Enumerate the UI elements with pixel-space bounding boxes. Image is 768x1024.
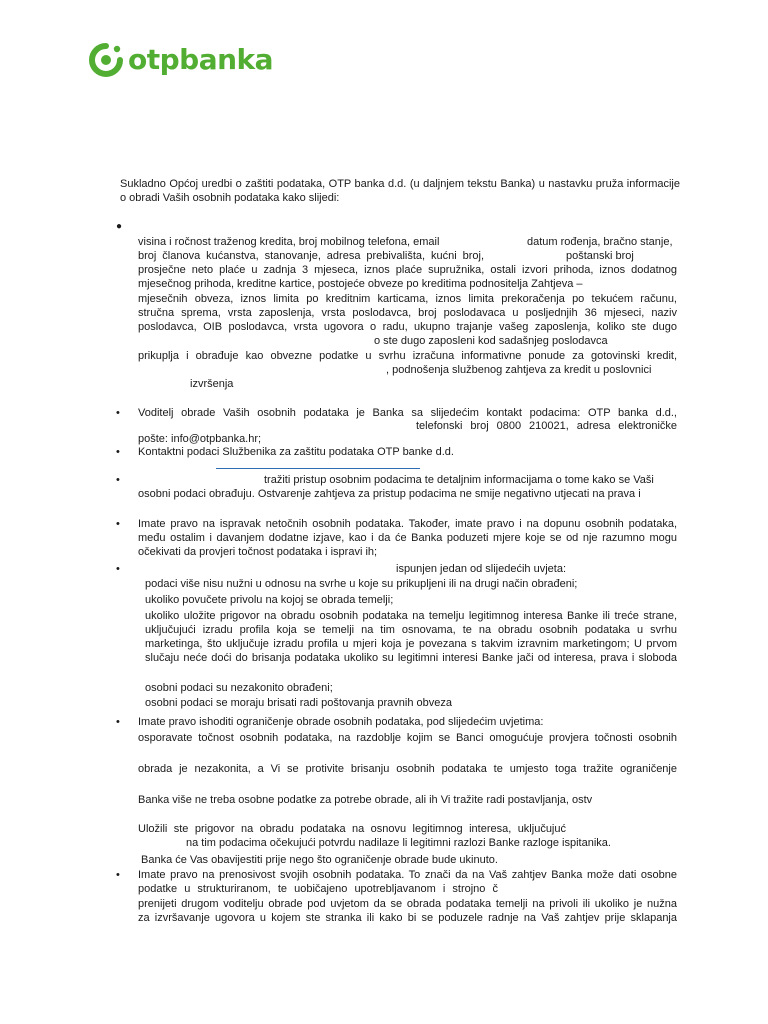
intro-line-2: o obradi Vaših osobnih podataka kako slijedi:	[120, 192, 340, 204]
s2-line-1: Voditelj obrade Vaših osobnih podataka je Banka sa slijedećim kontakt podacima: OTP banka d.d.,	[138, 407, 677, 419]
s2-line-3: pošte: info@otpbanka.hr;	[138, 433, 262, 445]
s1-line-7: poslodavca, OIB poslodavca, vrsta ugovora o radu, ukupno trajanje vašeg zaposlenja, koliko ste dugo	[138, 321, 677, 333]
s1-line-6: stručna sprema, vrsta zaposlenja, vrsta poslodavca, broj poslodavaca u posljednjih 36 mjeseci, naziv	[138, 307, 677, 319]
s4-line-1: tražiti pristup osobnim podacima te detaljnim informacijama o tome kako se Vaši	[264, 474, 654, 486]
link-underline	[216, 468, 420, 469]
s6-item-5: osobni podaci se moraju brisati radi poštovanja pravnih obveza	[145, 697, 452, 709]
s1-line-2b: poštanski broj	[566, 250, 634, 262]
otp-banka-logo	[88, 40, 278, 80]
s8-line-4: za izvršavanje ugovora u kojem ste stranka ili kako bi se poduzele radnje na Vaš zahtjev prije sklapanja	[138, 912, 677, 924]
logo-wordmark: otpbanka	[128, 43, 274, 76]
s6-line-1: ispunjen jedan od slijedećih uvjeta:	[396, 563, 567, 575]
s5-line-2: među ostalim i davanjem dodatne izjave, kao i da će Banka poduzeti mjere koje se od nje razumno mogu	[138, 532, 677, 544]
s4-line-2: osobni podaci obrađuju. Ostvarenje zahtjeva za pristup podacima ne smije negativno utjecati na prava i	[138, 488, 641, 500]
s3-line: Kontaktni podaci Službenika za zaštitu podataka OTP banke d.d.	[138, 446, 454, 458]
intro-line-1: Sukladno Općoj uredbi o zaštiti podataka, OTP banka d.d. (u daljnjem tekstu Banka) u nastavku pruža informacije	[120, 178, 680, 190]
bullet-marker: •	[116, 869, 120, 881]
bullet-marker: •	[116, 474, 120, 486]
s1-line-4: mjesečnog prihoda, kreditne kartice, postojeće obveze po kreditima podnositelja Zahtjeva –	[138, 278, 583, 290]
s1-line-11: izvršenja	[190, 378, 234, 390]
s7-item-1: osporavate točnost osobnih podataka, na razdoblje kojim se Banci omogućuje provjera točnosti osobnih	[138, 732, 677, 744]
s6-item-3d: slučaju neće doći do brisanja podataka ukoliko su legitimni interesi Banke jači od interesa, prava i sloboda	[145, 652, 677, 664]
s5-line-3: očekivati da provjeri točnost podataka i ispravi ih;	[138, 546, 378, 558]
s1-line-10: , podnošenja službenog zahtjeva za kredit u poslovnici	[386, 364, 652, 376]
bullet-marker: •	[116, 518, 120, 530]
bullet-marker: •	[116, 446, 120, 458]
s7-line-last: Banka će Vas obavijestiti prije nego što ograničenje obrade bude ukinuto.	[141, 854, 498, 866]
s2-line-2: telefonski broj 0800 210021, adresa elektroničke	[416, 420, 677, 432]
bullet-marker: •	[116, 563, 120, 575]
s6-item-2: ukoliko povučete privolu na kojoj se obrada temelji;	[145, 594, 394, 606]
s1-line-3: prosječne neto plaće u zadnja 3 mjeseca, iznos plaće supružnika, ostali izvori prihoda, iznos dodatnog	[138, 264, 677, 276]
bullet-marker: •	[116, 407, 120, 419]
s1-line-1b: datum rođenja, bračno stanje,	[527, 236, 673, 248]
s7-item-4b: na tim podacima očekujući potvrdu nadilaze li legitimni razlozi Banke razloge ispitanika.	[186, 837, 611, 849]
s1-line-2a: broj članova kućanstva, stanovanje, adresa prebivališta, kućni broj,	[138, 250, 484, 262]
s8-line-3: prenijeti drugom voditelju obrade pod uvjetom da se obrada podataka temelji na privoli ili ukoliko je nužna	[138, 898, 677, 910]
s7-item-3: Banka više ne treba osobne podatke za potrebe obrade, ali ih Vi tražite radi postavljanja, ostv	[138, 794, 593, 806]
s8-line-2: podatke u strukturiranom, te uobičajeno upotrebljavanom i strojno č	[138, 883, 498, 895]
bullet-marker: ●	[116, 221, 123, 232]
s7-item-4a: Uložili ste prigovor na obradu podataka na osnovu legitimnog interesa, uključujuć	[138, 823, 566, 835]
s6-item-3a: ukoliko uložite prigovor na obradu osobnih podataka na temelju legitimnog interesa Banke ili treće strane,	[145, 610, 677, 622]
otp-logo-icon	[88, 42, 124, 78]
s7-line-1: Imate pravo ishoditi ograničenje obrade osobnih podataka, pod slijedećim uvjetima:	[138, 716, 544, 728]
s1-line-1a: visina i ročnost traženog kredita, broj mobilnog telefona, email	[138, 236, 440, 248]
s6-item-3b: uključujući izradu profila koja se temelji na tim osnovama, te na obradu osobnih podataka u svrhu	[145, 624, 677, 636]
s6-item-1: podaci više nisu nužni u odnosu na svrhe u koje su prikupljeni ili na drugi način obrađeni;	[145, 578, 578, 590]
s1-line-5: mjesečnih obveza, iznos limita po kreditnim karticama, iznos limita prekoračenja po tekućem računu,	[138, 293, 677, 305]
s6-item-4: osobni podaci su nezakonito obrađeni;	[145, 682, 333, 694]
s7-item-2: obrada je nezakonita, a Vi se protivite brisanju osobnih podataka te umjesto toga tražite ograničenje	[138, 763, 677, 775]
bullet-marker: •	[116, 716, 120, 728]
s6-item-3c: marketinga, što uključuje izradu profila u mjeri koja je povezana s takvim izravnim marketingom; U prvom	[145, 638, 677, 650]
s8-line-1: Imate pravo na prenosivost svojih osobnih podataka. To znači da na Vaš zahtjev Banka može dati osobne	[138, 869, 677, 881]
s5-line-1: Imate pravo na ispravak netočnih osobnih podataka. Također, imate pravo i na dopunu osobnih podataka,	[138, 518, 677, 530]
s1-line-8: o ste dugo zaposleni kod sadašnjeg poslodavca	[374, 335, 608, 347]
s1-line-9: prikuplja i obrađuje kao obvezne podatke u svrhu izračuna informativne ponude za gotovinski kredit,	[138, 350, 677, 362]
